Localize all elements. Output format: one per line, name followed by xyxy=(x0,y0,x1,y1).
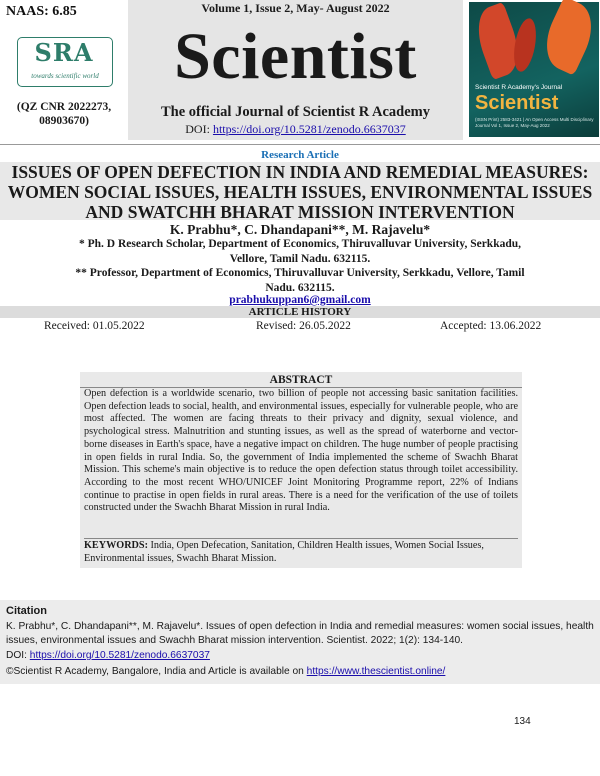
sra-logo-tagline: towards scientific world xyxy=(31,72,99,80)
keywords-label: KEYWORDS: xyxy=(84,540,148,551)
revised-date: Revised: 26.05.2022 xyxy=(256,320,351,332)
sra-logo-text: SRA xyxy=(34,38,94,67)
naas-score: NAAS: 6.85 xyxy=(6,4,77,19)
journal-title: Scientist xyxy=(174,20,417,93)
abstract-heading: ABSTRACT xyxy=(80,374,522,388)
header-doi xyxy=(128,122,463,137)
article-title: ISSUES OF OPEN DEFECTION IN INDIA AND REMEDIAL MEASURES: WOMEN SOCIAL ISSUES, HEALTH ISSUES, ENVIRONMENTAL ISSUES AND SWATCHH BHARAT MISSION INTERVENTION xyxy=(7,162,593,222)
author-email xyxy=(0,294,600,306)
citation-doi xyxy=(6,650,594,661)
qz-cnr: (QZ CNR 2022273, 08903670) xyxy=(16,101,112,127)
keywords-list: India, Open Defecation, Sanitation, Children Health issues, Women Social Issues, Environmental issues, Swachh Bharat Mission. xyxy=(84,540,484,564)
doi-label: DOI: xyxy=(185,122,213,136)
citation-text: K. Prabhu*, C. Dhandapani**, M. Rajavelu*. Issues of open defection in India and remedial measures: women social issues, health issues, environmental issues and Swachh Bharat mission intervention. Scientist. 2022; 1(2): 134-140. xyxy=(6,621,594,646)
header-divider xyxy=(0,144,600,145)
authors: K. Prabhu*, C. Dhandapani**, M. Rajavelu* xyxy=(169,222,431,237)
affiliation-2: ** Professor, Department of Economics, Thiruvalluvar University, Serkkadu, Vellore, Tamil Nadu. 632115. xyxy=(75,267,525,294)
header-doi-link[interactable]: https://doi.org/10.5281/zenodo.6637037 xyxy=(212,122,406,136)
accepted-date: Accepted: 13.06.2022 xyxy=(440,320,542,332)
cover-title: Scientist xyxy=(475,92,559,114)
copyright-line xyxy=(6,666,594,677)
page-number: 134 xyxy=(514,716,531,727)
author-email-link[interactable]: prabhukuppan6@gmail.com xyxy=(229,294,371,306)
abstract-text: Open defection is a worldwide scenario, two billion of people not accessing basic sanitation facilities. Open defection leads to social, health, and environmental issues, especially for vulnerable people, who are most affected. The women are facing threats to their privacy and dignity, sexual violence, and psychological stress. Malnutrition and stunting issues, as well as the spread of waterborne and vector-borne diseases in Earth's space, have a negative impact on children. The huge number of people practising in open fields in rural India. So, the government of India implemented the scheme of Swachh Bharat Mission. This scheme's main objective is to reduce the open defection status through toilet accessibility. According to the most recent WHO/UNICEF Joint Monitoring Programme report, 22% of Indians continue to practise in open fields in rural areas. There is a need for the verification of the use of toilets constructed under the Swachh Bharat Mission in rural India. xyxy=(84,388,518,514)
cover-subtitle: (ISSN Print) 2583-3421 | An Open Access Multi Disciplinary Journal Vol 1, Issue 2, May-Aug 2022 xyxy=(475,117,594,128)
citation-doi-label: DOI: xyxy=(6,650,30,661)
article-type: Research Article xyxy=(261,149,339,161)
received-date: Received: 01.05.2022 xyxy=(44,320,145,332)
copyright-text: ©Scientist R Academy, Bangalore, India and Article is available on xyxy=(6,666,307,677)
citation-doi-link[interactable]: https://doi.org/10.5281/zenodo.6637037 xyxy=(29,650,210,661)
journal-tagline: The official Journal of Scientist R Academy xyxy=(160,104,431,120)
citation-heading: Citation xyxy=(6,605,47,617)
affiliation-1: * Ph. D Research Scholar, Department of Economics, Thiruvalluvar University, Serkkadu, Vellore, Tamil Nadu. 632115. xyxy=(78,238,522,265)
keywords xyxy=(84,538,518,565)
article-history-label: ARTICLE HISTORY xyxy=(248,306,352,318)
journal-website-link[interactable]: https://www.thescientist.online/ xyxy=(306,666,446,677)
cover-journal-name: Scientist R Academy's Journal xyxy=(475,84,563,91)
volume-issue: Volume 1, Issue 2, May- August 2022 xyxy=(201,1,390,15)
